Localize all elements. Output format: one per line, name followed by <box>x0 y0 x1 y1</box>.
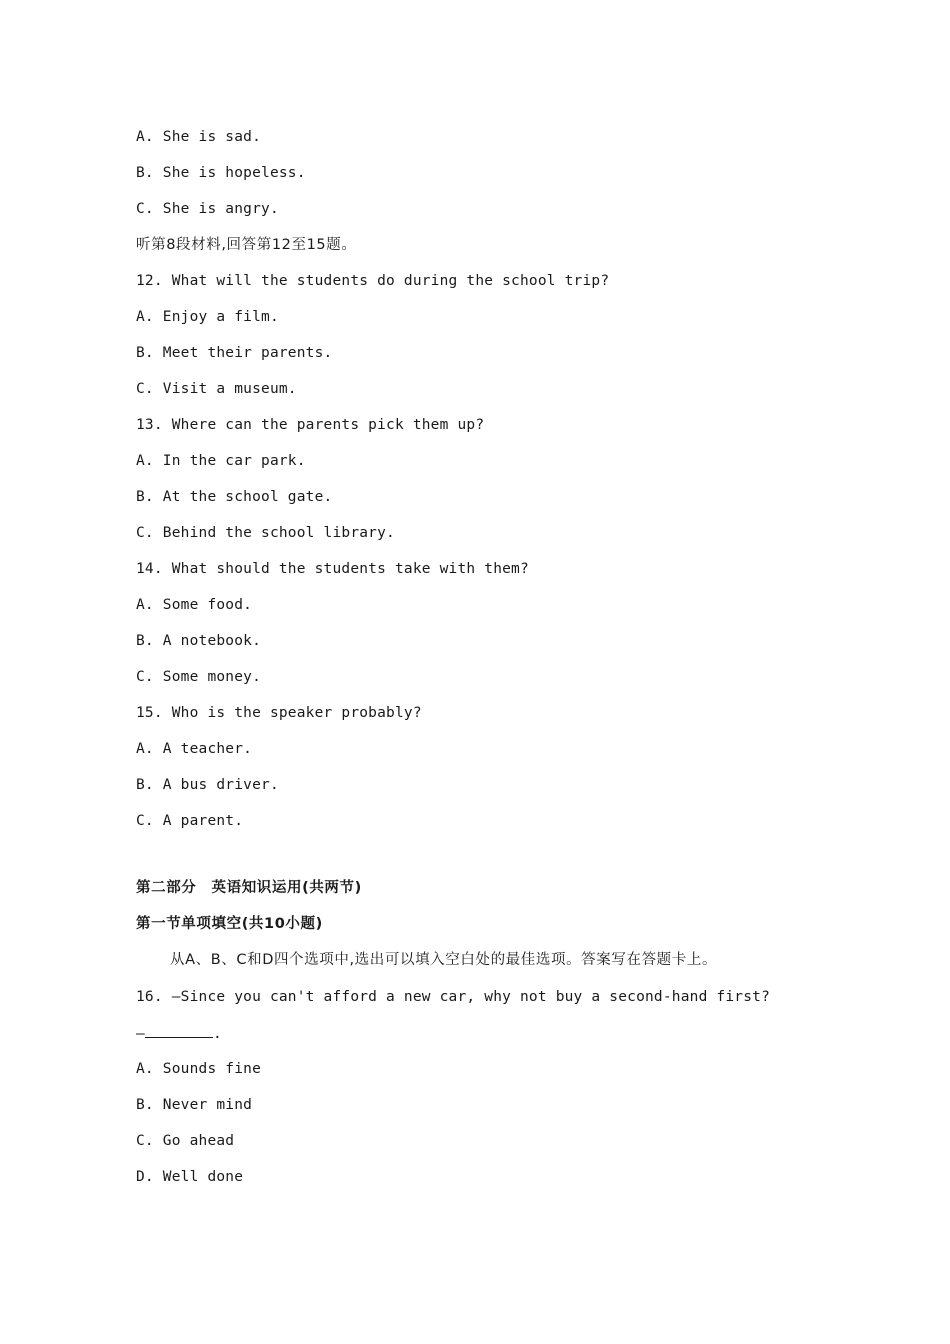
q16-answer-blank <box>145 1023 213 1038</box>
q15-option-c: C. A parent. <box>136 813 244 829</box>
q16-option-a: A. Sounds fine <box>136 1061 262 1077</box>
q12-question: 12. What will the students do during the school trip? <box>136 273 610 289</box>
q13-option-a: A. In the car park. <box>136 453 306 469</box>
q15-question: 15. Who is the speaker probably? <box>136 705 422 721</box>
q12-option-a: A. Enjoy a film. <box>136 309 279 325</box>
q16-answer-dash: — <box>136 1026 145 1042</box>
q16-answer-period: . <box>212 1026 222 1042</box>
q15-option-a: A. A teacher. <box>136 741 253 757</box>
q13-option-b: B. At the school gate. <box>136 489 333 505</box>
q14-option-c: C. Some money. <box>136 669 262 685</box>
q15-option-b: B. A bus driver. <box>136 777 279 793</box>
q13-option-c: C. Behind the school library. <box>136 525 395 541</box>
part2-instruction: 从A、B、C和D四个选项中,选出可以填入空白处的最佳选项。答案写在答题卡上。 <box>170 952 718 968</box>
q16-answer-line <box>136 1023 222 1044</box>
q16-option-b: B. Never mind <box>136 1097 253 1113</box>
q11-option-a: A. She is sad. <box>136 129 262 145</box>
q16-option-c: C. Go ahead <box>136 1133 235 1149</box>
section8-instruction: 听第8段材料,回答第12至15题。 <box>136 237 357 253</box>
q12-option-b: B. Meet their parents. <box>136 345 333 361</box>
q13-question: 13. Where can the parents pick them up? <box>136 417 485 433</box>
q11-option-b: B. She is hopeless. <box>136 165 306 181</box>
section1-heading: 第一节单项填空(共10小题) <box>136 916 323 932</box>
q16-question: 16. —Since you can't afford a new car, why not buy a second-hand first? <box>136 989 771 1005</box>
q14-option-a: A. Some food. <box>136 597 253 613</box>
q14-question: 14. What should the students take with them? <box>136 561 529 577</box>
q12-option-c: C. Visit a museum. <box>136 381 297 397</box>
part2-heading: 第二部分 英语知识运用(共两节) <box>136 880 362 896</box>
q16-option-d: D. Well done <box>136 1169 244 1185</box>
q11-option-c: C. She is angry. <box>136 201 279 217</box>
q14-option-b: B. A notebook. <box>136 633 262 649</box>
